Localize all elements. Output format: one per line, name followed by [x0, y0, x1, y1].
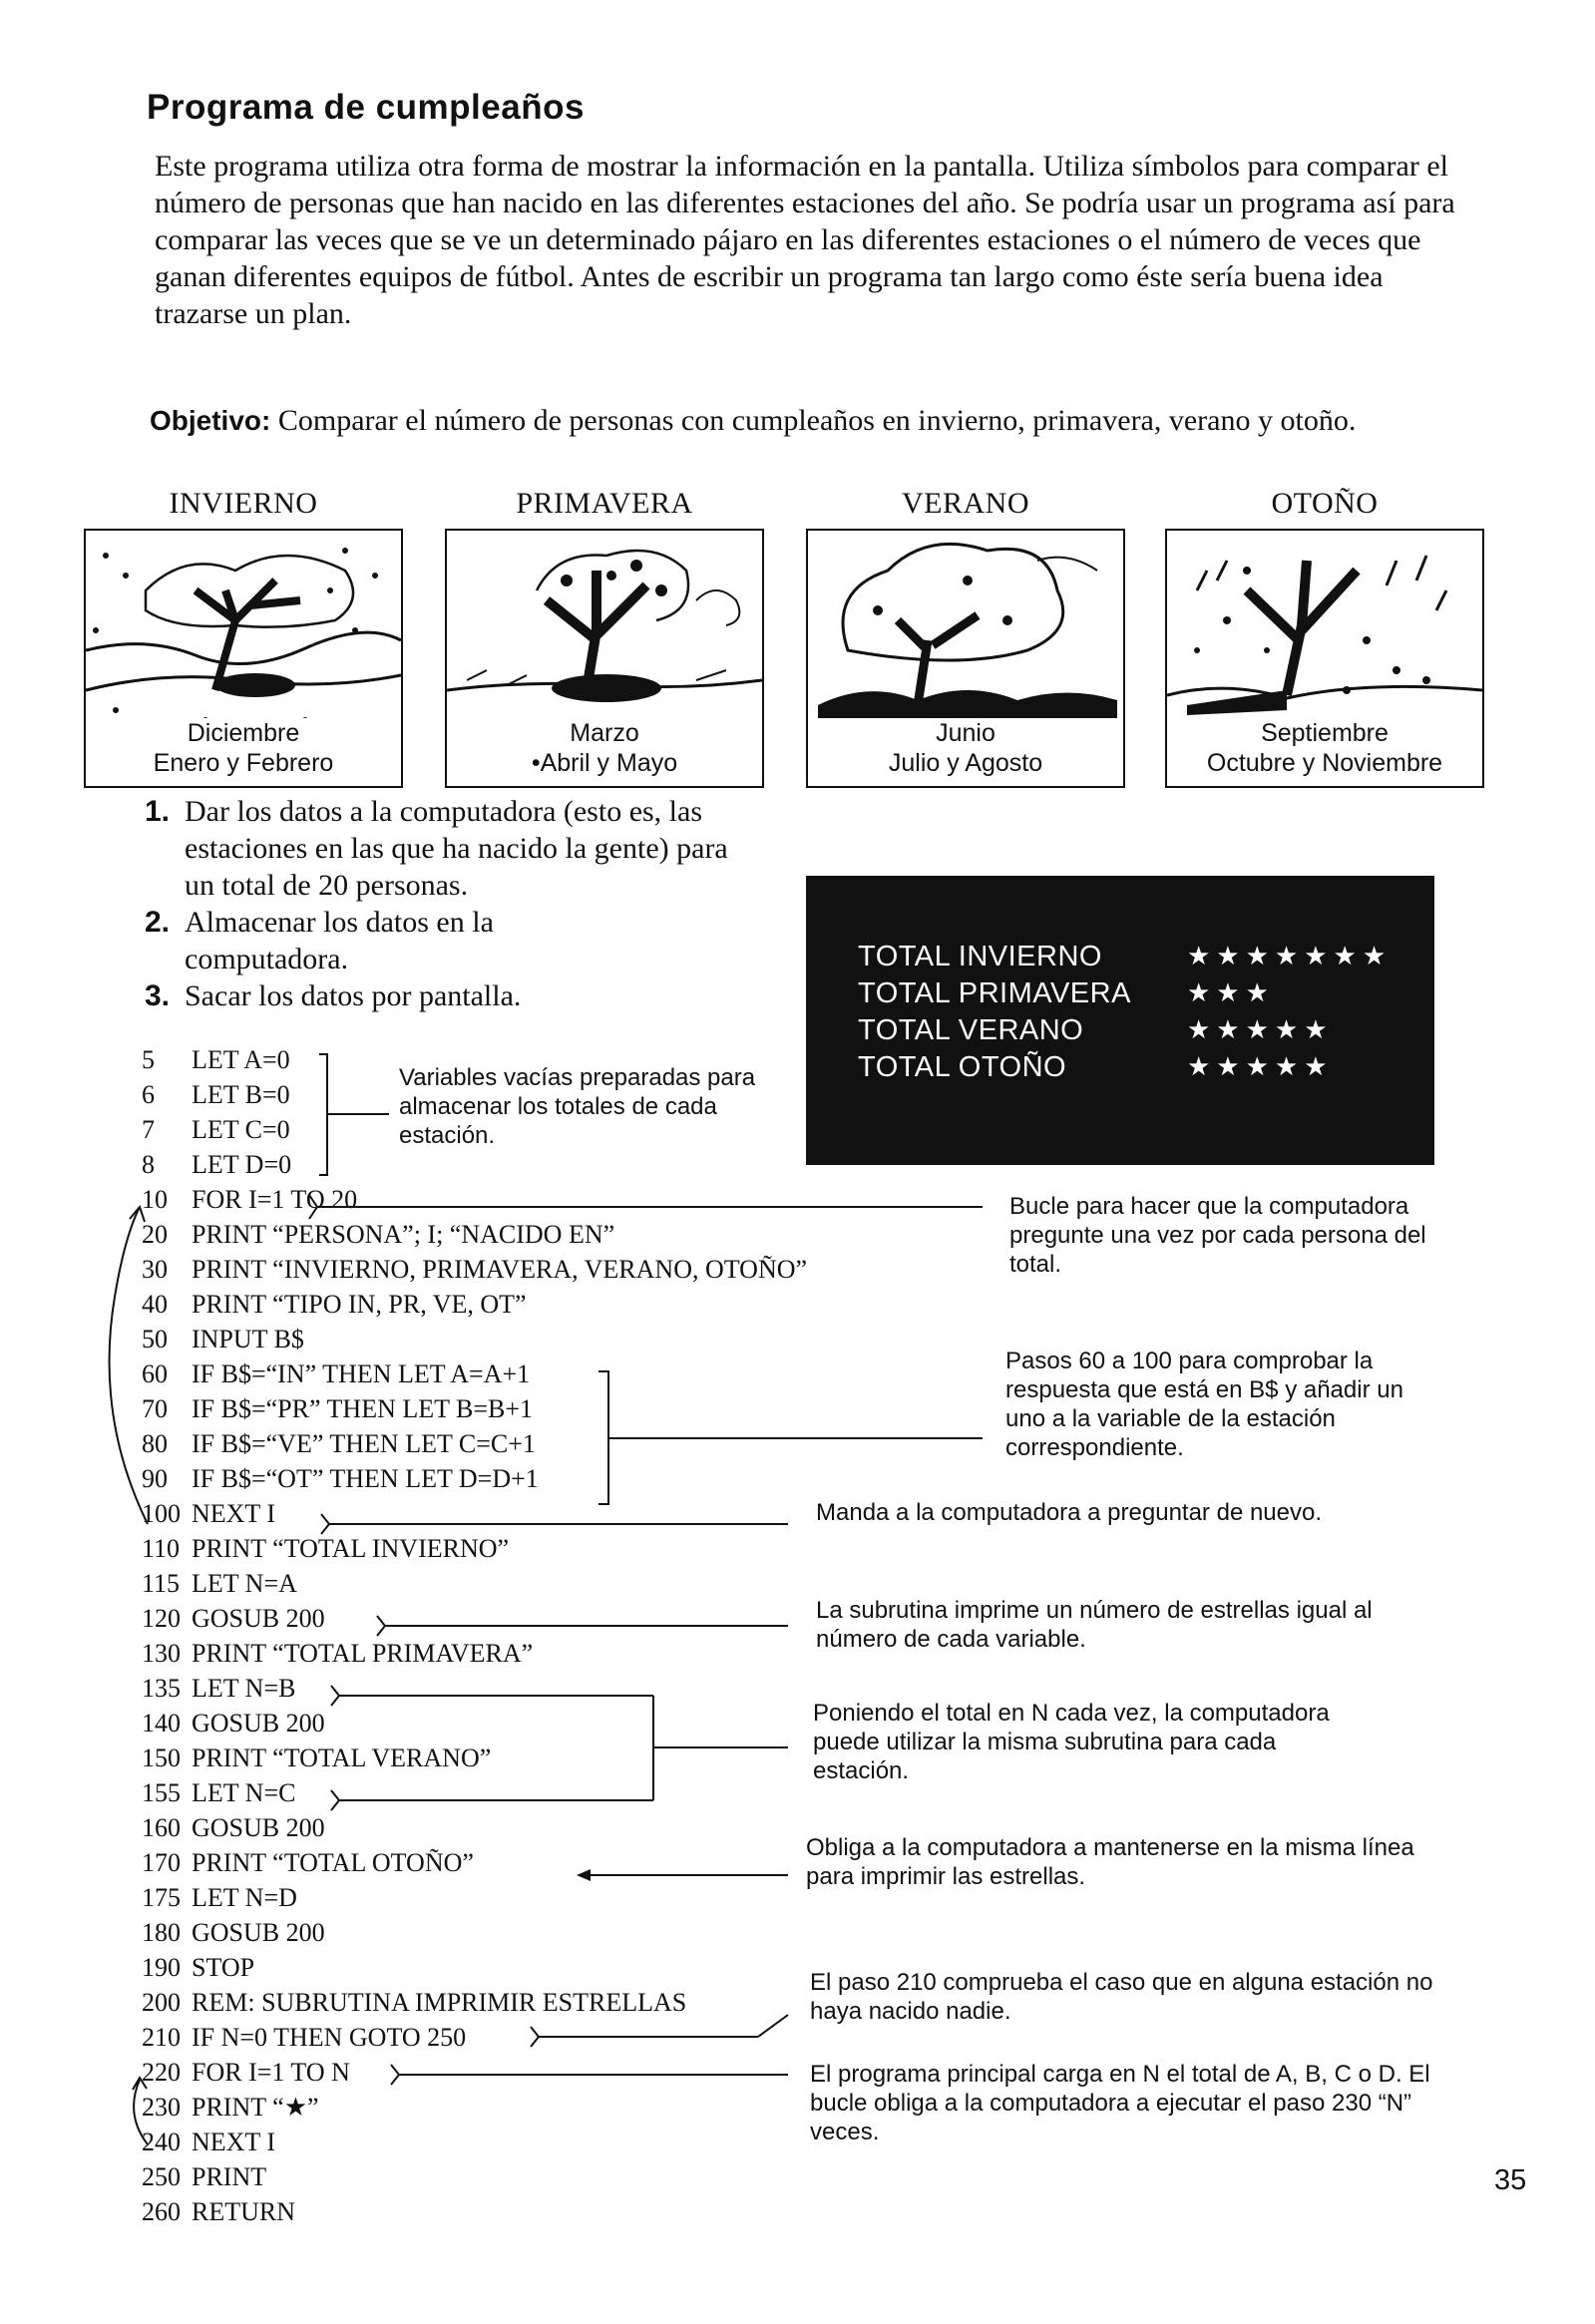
code-line-text: GOSUB 200 [192, 1604, 325, 1633]
code-line-text: STOP [192, 1953, 255, 1982]
code-line-number: 180 [142, 1918, 181, 1947]
code-line-number: 200 [142, 1988, 181, 2017]
season-caption-line2: •Abril y Mayo [531, 749, 678, 777]
objective-text: Comparar el número de personas con cumpleaños en invierno, primavera, verano y otoño. [277, 404, 1357, 437]
code-line-text: LET N=A [192, 1569, 297, 1598]
screen-row-stars: ★★★ [1187, 977, 1275, 1007]
annotation-step210: El paso 210 comprueba el caso que en alguna estación no haya nacido nadie. [810, 1969, 1433, 2025]
season-label-otono: OTOÑO [1271, 487, 1379, 520]
code-line-text: LET N=D [192, 1883, 297, 1912]
code-line-text: LET N=C [192, 1778, 296, 1807]
code-line-number: 7 [142, 1115, 155, 1144]
code-line-text: PRINT “INVIERNO, PRIMAVERA, VERANO, OTOÑO” [192, 1255, 808, 1284]
code-line-number: 120 [142, 1604, 181, 1633]
season-caption-line2: Julio y Agosto [888, 749, 1043, 777]
season-caption-line2: Octubre y Noviembre [1206, 749, 1443, 777]
screen-row-label: TOTAL PRIMAVERA [858, 977, 1131, 1009]
code-line-text: REM: SUBRUTINA IMPRIMIR ESTRELLAS [192, 1988, 687, 2017]
code-line-text: NEXT I [192, 1499, 276, 1528]
code-line-number: 135 [142, 1674, 181, 1703]
code-line-number: 6 [142, 1080, 155, 1109]
code-line-number: 150 [142, 1743, 181, 1772]
code-line-number: 70 [142, 1394, 168, 1423]
code-line-number: 60 [142, 1359, 168, 1388]
code-line-number: 240 [142, 2128, 181, 2156]
code-line-text: LET C=0 [192, 1115, 290, 1144]
code-line-text: PRINT [192, 2162, 267, 2191]
code-line-number: 30 [142, 1255, 168, 1284]
code-line-number: 130 [142, 1639, 181, 1668]
plan-step-text: Dar los datos a la computadora (esto es, las estaciones en las que ha nacido la gente) para un total de 20 personas. [185, 795, 728, 902]
code-line-text: GOSUB 200 [192, 1709, 325, 1738]
season-caption-line2: Enero y Febrero [153, 749, 334, 777]
code-line-text: INPUT B$ [192, 1325, 304, 1354]
code-line-text: FOR I=1 TO 20 [192, 1185, 358, 1214]
code-line-number: 80 [142, 1429, 168, 1458]
screen-row-label: TOTAL VERANO [858, 1014, 1084, 1046]
code-line-text: GOSUB 200 [192, 1813, 325, 1842]
code-line-number: 160 [142, 1813, 181, 1842]
code-line-number: 40 [142, 1290, 168, 1319]
code-line-number: 260 [142, 2197, 181, 2226]
code-line-text: LET A=0 [192, 1045, 290, 1074]
plan-step-number: 1. [145, 795, 171, 828]
code-line-number: 115 [142, 1569, 181, 1598]
plan-step-number: 2. [145, 906, 171, 939]
code-line-number: 210 [142, 2023, 181, 2052]
annotation-steps60: Pasos 60 a 100 para comprobar la respuesta que está en B$ y añadir un uno a la variable de la estación correspondiente. [1005, 1348, 1403, 1461]
code-line-number: 100 [142, 1499, 181, 1528]
screen-row-stars: ★★★★★ [1187, 1014, 1334, 1044]
code-line-number: 175 [142, 1883, 181, 1912]
code-line-number: 220 [142, 2058, 181, 2087]
code-line-text: IF B$=“VE” THEN LET C=C+1 [192, 1429, 536, 1458]
season-caption-line1: Marzo [570, 719, 639, 747]
screen-row-stars: ★★★★★★★ [1187, 941, 1393, 970]
annotation-same-line: Obliga a la computadora a mantenerse en la misma línea para imprimir las estrellas. [806, 1834, 1414, 1890]
annotation-loop: Bucle para hacer que la computadora pregunte una vez por cada persona del total. [1009, 1193, 1426, 1278]
code-line-text: PRINT “PERSONA”; I; “NACIDO EN” [192, 1220, 615, 1249]
code-line-number: 230 [142, 2093, 181, 2122]
code-line-number: 110 [142, 1534, 181, 1563]
annotation-main-program: El programa principal carga en N el total de A, B, C o D. El bucle obliga a la computadora a ejecutar el paso 230 “N” veces. [810, 2061, 1430, 2145]
code-line-text: GOSUB 200 [192, 1918, 325, 1947]
screen-row-label: TOTAL INVIERNO [858, 941, 1102, 972]
season-caption-line1: Junio [936, 719, 996, 747]
annotation-total-n: Poniendo el total en N cada vez, la computadora puede utilizar la misma subrutina para cada estación. [813, 1700, 1330, 1784]
plan-step-text: Sacar los datos por pantalla. [185, 979, 522, 1012]
code-line-number: 20 [142, 1220, 168, 1249]
code-line-number: 5 [142, 1045, 155, 1074]
code-line-text: IF B$=“OT” THEN LET D=D+1 [192, 1464, 539, 1493]
screen-row-label: TOTAL OTOÑO [858, 1051, 1067, 1083]
code-line-number: 155 [142, 1778, 181, 1807]
page-number: 35 [1494, 2164, 1527, 2196]
code-line-text: IF B$=“IN” THEN LET A=A+1 [192, 1359, 531, 1388]
screen-row-stars: ★★★★★ [1187, 1051, 1334, 1081]
intro-paragraph: Este programa utiliza otra forma de mostrar la información en la pantalla. Utiliza símbolos para comparar el número de personas que han nacido en las diferentes estaciones del año. Se podría usar un programa así para comparar las veces que se ve un determinado pájaro en las diferentes estaciones o el número de veces que ganan diferentes equipos de fútbol. Antes de escribir un programa tan largo como éste sería buena idea trazarse un plan. [155, 150, 1455, 330]
code-line-text: PRINT “★” [192, 2093, 319, 2122]
code-line-text: PRINT “TOTAL OTOÑO” [192, 1848, 474, 1877]
code-line-number: 140 [142, 1709, 181, 1738]
code-line-number: 170 [142, 1848, 181, 1877]
page-title: Programa de cumpleaños [147, 88, 585, 127]
code-line-text: PRINT “TOTAL INVIERNO” [192, 1534, 510, 1563]
code-line-number: 250 [142, 2162, 181, 2191]
code-line-text: LET D=0 [192, 1150, 292, 1179]
season-label-primavera: PRIMAVERA [516, 487, 693, 520]
code-line-text: IF B$=“PR” THEN LET B=B+1 [192, 1394, 534, 1423]
code-line-number: 90 [142, 1464, 168, 1493]
code-line-text: FOR I=1 TO N [192, 2058, 350, 2087]
code-line-text: NEXT I [192, 2128, 276, 2156]
plan-step-text: Almacenar los datos en la computadora. [185, 906, 494, 975]
annotation-subroutine: La subrutina imprime un número de estrellas igual al número de cada variable. [816, 1597, 1373, 1653]
plan-step-number: 3. [145, 979, 171, 1012]
code-line-text: RETURN [192, 2197, 295, 2226]
code-line-number: 10 [142, 1185, 168, 1214]
season-caption-line1: Diciembre [187, 719, 300, 747]
code-line-text: PRINT “TOTAL PRIMAVERA” [192, 1639, 534, 1668]
code-line-number: 8 [142, 1150, 155, 1179]
code-line-text: LET N=B [192, 1674, 296, 1703]
objective-label: Objetivo: [150, 405, 271, 436]
annotation-variables: Variables vacías preparadas para almacenar los totales de cada estación. [399, 1064, 756, 1149]
season-label-verano: VERANO [902, 487, 1029, 520]
code-line-text: LET B=0 [192, 1080, 290, 1109]
season-label-invierno: INVIERNO [169, 487, 318, 520]
annotation-next: Manda a la computadora a preguntar de nuevo. [816, 1499, 1323, 1526]
code-line-text: PRINT “TOTAL VERANO” [192, 1743, 492, 1772]
code-line-number: 190 [142, 1953, 181, 1982]
code-line-text: IF N=0 THEN GOTO 250 [192, 2023, 467, 2052]
season-caption-line1: Septiembre [1261, 719, 1389, 747]
code-line-text: PRINT “TIPO IN, PR, VE, OT” [192, 1290, 527, 1319]
code-line-number: 50 [142, 1325, 168, 1354]
